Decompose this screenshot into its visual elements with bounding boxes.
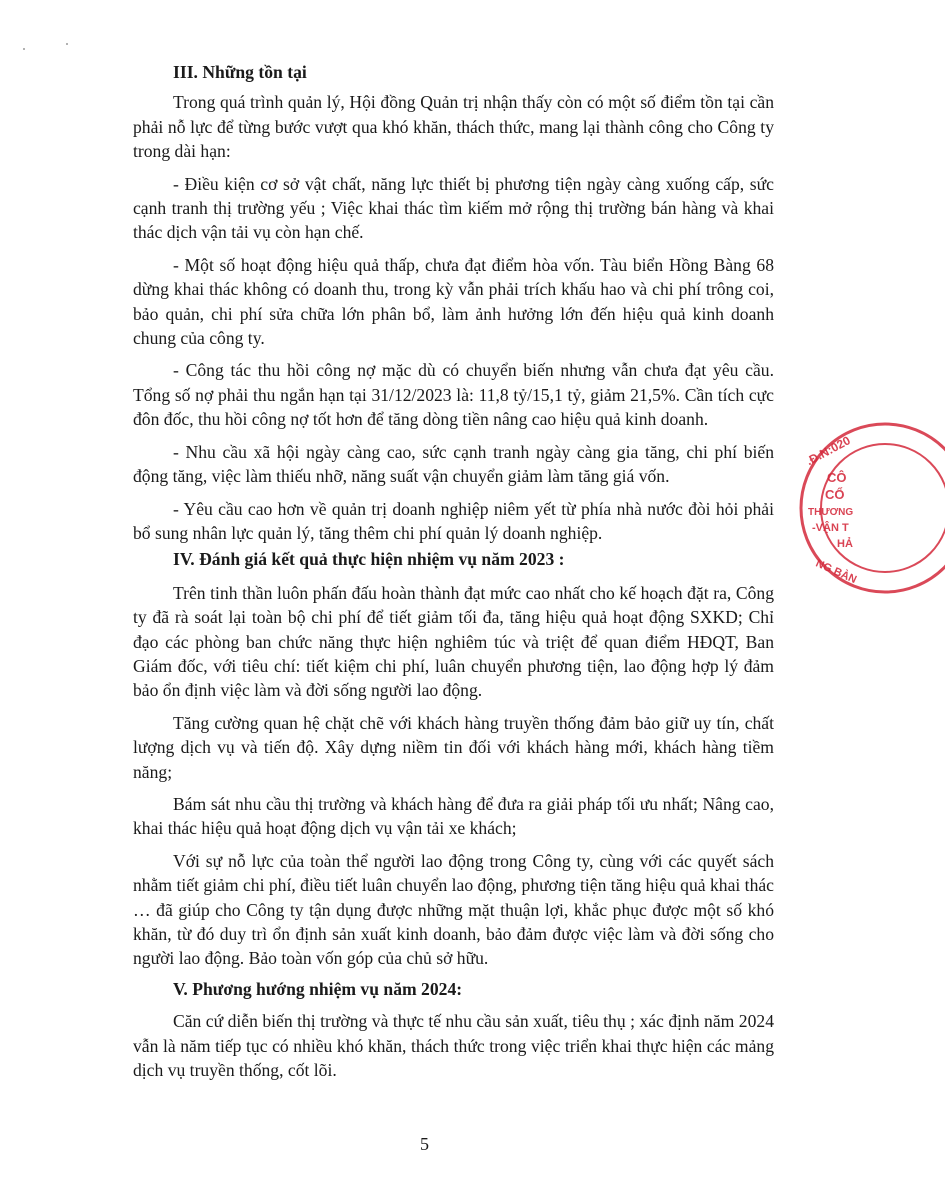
list-item-governance: - Yêu cầu cao hơn về quản trị doanh nghiệp niêm yết từ phía nhà nước đòi hỏi phải bổ sung nhân lực quản lý, tăng thêm chi phí quản lý doanh nghiệp. (133, 498, 774, 543)
section-heading-v: V. Phương hướng nhiệm vụ năm 2024: (173, 978, 463, 999)
paragraph-evaluation-2: Tăng cường quan hệ chặt chẽ với khách hàng truyền thống đảm bảo giữ uy tín, chất lượng dịch vụ và tiến độ. Xây dựng niềm tin đối với khách hàng mới, khách hàng tiềm năng; (133, 712, 774, 782)
stamp-text: THƯƠNG (808, 507, 854, 518)
paragraph-direction-1: Căn cứ diễn biến thị trường và thực tế nhu cầu sản xuất, tiêu thụ ; xác định năm 2024 vẫn là năm tiếp tục có nhiều khó khăn, thách thức trong việc triển khai thực hiện các mảng dịch vụ truyền thống, cốt lõi. (133, 1011, 774, 1081)
list-item-facilities: - Điều kiện cơ sở vật chất, năng lực thiết bị phương tiện ngày càng xuống cấp, sức cạnh tranh thị trường yếu ; Việc khai thác tìm kiếm mở rộng thị trường bán hàng và khai thác dịch vận tải vụ còn hạn chế. (133, 173, 774, 243)
list-item-debt-collection: - Công tác thu hồi công nợ mặc dù có chuyển biến nhưng vẫn chưa đạt yêu cầu. Tổng số nợ phải thu ngắn hạn tại 31/12/2023 là: 11,8 tỷ/15,1 tỷ, giảm 21,5%. Cần tích cực đôn đốc, thu hồi công nợ tốt hơn để tăng dòng tiền nâng cao hiệu quả kinh doanh. (133, 360, 774, 430)
stamp-text: HẢ (837, 538, 853, 550)
paragraph-evaluation-4: Với sự nỗ lực của toàn thể người lao động trong Công ty, cùng với các quyết sách nhằm tiết giảm chi phí, điều tiết luân chuyển lao động, phương tiện tăng hiệu quả khai thác … đã giúp cho Công ty tận dụng được những mặt thuận lợi, khắc phục được một số khó khăn, từ đó duy trì ổn định sản xuất kinh doanh, bảo đảm được việc làm và đời sống cho người lao động. Bảo toàn vốn góp của chủ sở hữu. (133, 850, 774, 969)
stamp-text: -VẬN T (812, 522, 849, 534)
section-heading-iii: III. Những tồn tại (173, 62, 307, 82)
stamp-text: NG BÀN (813, 557, 859, 587)
list-item-low-efficiency: - Một số hoạt động hiệu quả thấp, chưa đạt điểm hòa vốn. Tàu biển Hồng Bàng 68 dừng khai thác không có doanh thu, trong kỳ vẫn phải trích khấu hao và chi phí trông coi, bảo quản, chi phí sửa chữa lớn phân bổ, làm ảnh hưởng lớn đến hiệu quả kinh doanh chung của công ty. (133, 254, 774, 349)
scan-speck (66, 43, 68, 45)
document-body (133, 60, 774, 1090)
stamp-text: CÔ (827, 470, 847, 485)
paragraph-evaluation-1: Trên tinh thần luôn phấn đấu hoàn thành đạt mức cao nhất cho kế hoạch đặt ra, Công ty đã rà soát lại toàn bộ chi phí để tiết giảm tối đa, tăng hiệu quả hoạt động SXKD; Chỉ đạo các phòng ban chức năng thực hiện nghiêm túc và triệt để quan điểm HĐQT, Ban Giám đốc, với tiêu chí: tiết kiệm chi phí, luân chuyển phương tiện, lao động hợp lý đảm bảo ổn định việc làm và đời sống người lao động. (133, 582, 774, 701)
section-heading-iv: IV. Đánh giá kết quả thực hiện nhiệm vụ năm 2023 : (173, 549, 565, 570)
stamp-text: .Đ.N:020 (803, 433, 853, 469)
list-item-social-demand: - Nhu cầu xã hội ngày càng cao, sức cạnh tranh ngày càng gia tăng, chi phí biến động tăng, việc làm thiếu nhỡ, năng suất vận chuyển giảm làm tăng giá vốn. (133, 441, 774, 487)
paragraph-intro: Trong quá trình quản lý, Hội đồng Quản trị nhận thấy còn có một số điểm tồn tại cần phải nỗ lực để từng bước vượt qua khó khăn, thách thức, mang lại thành công cho Công ty trong dài hạn: (133, 92, 774, 162)
company-stamp (795, 420, 945, 600)
scan-speck (23, 48, 25, 50)
page-number: 5 (420, 1134, 429, 1154)
stamp-text: CỔ (825, 487, 845, 502)
paragraph-evaluation-3: Bám sát nhu cầu thị trường và khách hàng để đưa ra giải pháp tối ưu nhất; Nâng cao, khai thác hiệu quả hoạt động dịch vụ vận tải xe khách; (133, 793, 774, 839)
